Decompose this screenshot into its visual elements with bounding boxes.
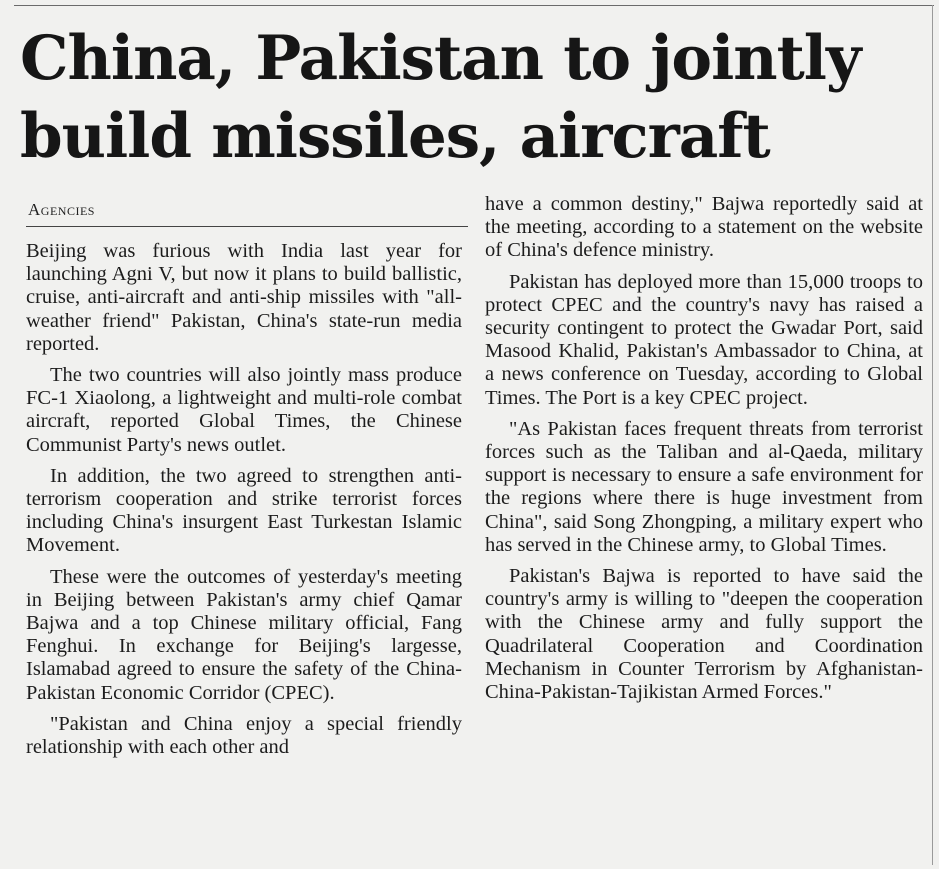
left-column (26, 240, 462, 759)
headline-line-1: China, Pakistan to jointly (20, 23, 861, 94)
paragraph: The two countries will also jointly mass produce FC-1 Xiaolong, a lightweight and multi-role combat aircraft, reported Global Times, the Chinese Communist Party's news outlet. (26, 364, 462, 456)
paragraph: These were the outcomes of yesterday's meeting in Beijing between Pakistan's army chief Qamar Bajwa and a top Chinese military official, Fang Fenghui. In exchange for Beijing's largesse, Islamabad agreed to ensure the safety of the China-Pakistan Economic Corridor (CPEC). (26, 565, 462, 704)
byline: Agencies (28, 200, 95, 219)
paragraph: "As Pakistan faces frequent threats from terrorist forces such as the Taliban and al-Qaeda, military support is necessary to ensure a safe environment for the regions where there is huge investment from China", said Song Zhongping, a military expert who has served in the Chinese army, to Global Times. (485, 417, 923, 556)
paragraph: In addition, the two agreed to strengthen anti-terrorism cooperation and strike terrorist forces including China's insurgent East Turkestan Islamic Movement. (26, 464, 462, 557)
right-column (485, 193, 923, 704)
top-rule (14, 5, 934, 6)
paragraph: "Pakistan and China enjoy a special friendly relationship with each other and (26, 712, 462, 759)
byline-rule (26, 226, 468, 227)
paragraph: Pakistan has deployed more than 15,000 troops to protect CPEC and the country's navy has raised a security contingent to protect the Gwadar Port, said Masood Khalid, Pakistan's Ambassador to China, at a news conference on Tuesday, according to Global Times. The Port is a key CPEC project. (485, 270, 923, 409)
headline (20, 20, 930, 176)
paragraph: Beijing was furious with India last year for launching Agni V, but now it plans to build ballistic, cruise, anti-aircraft and anti-ship missiles with "all-weather friend" Pakistan, China's state-run media reported. (26, 240, 462, 355)
paragraph: have a common destiny," Bajwa reportedly said at the meeting, according to a statement on the website of China's defence ministry. (485, 193, 923, 262)
headline-line-2: build missiles, aircraft (20, 101, 770, 172)
paragraph: Pakistan's Bajwa is reported to have said the country's army is willing to "deepen the cooperation with the Chinese army and fully support the Quadrilateral Cooperation and Coordination Mechanism in Counter Terrorism by Afghanistan-China-Pakistan-Tajikistan Armed Forces." (485, 565, 923, 704)
clipping-edge (932, 5, 933, 865)
